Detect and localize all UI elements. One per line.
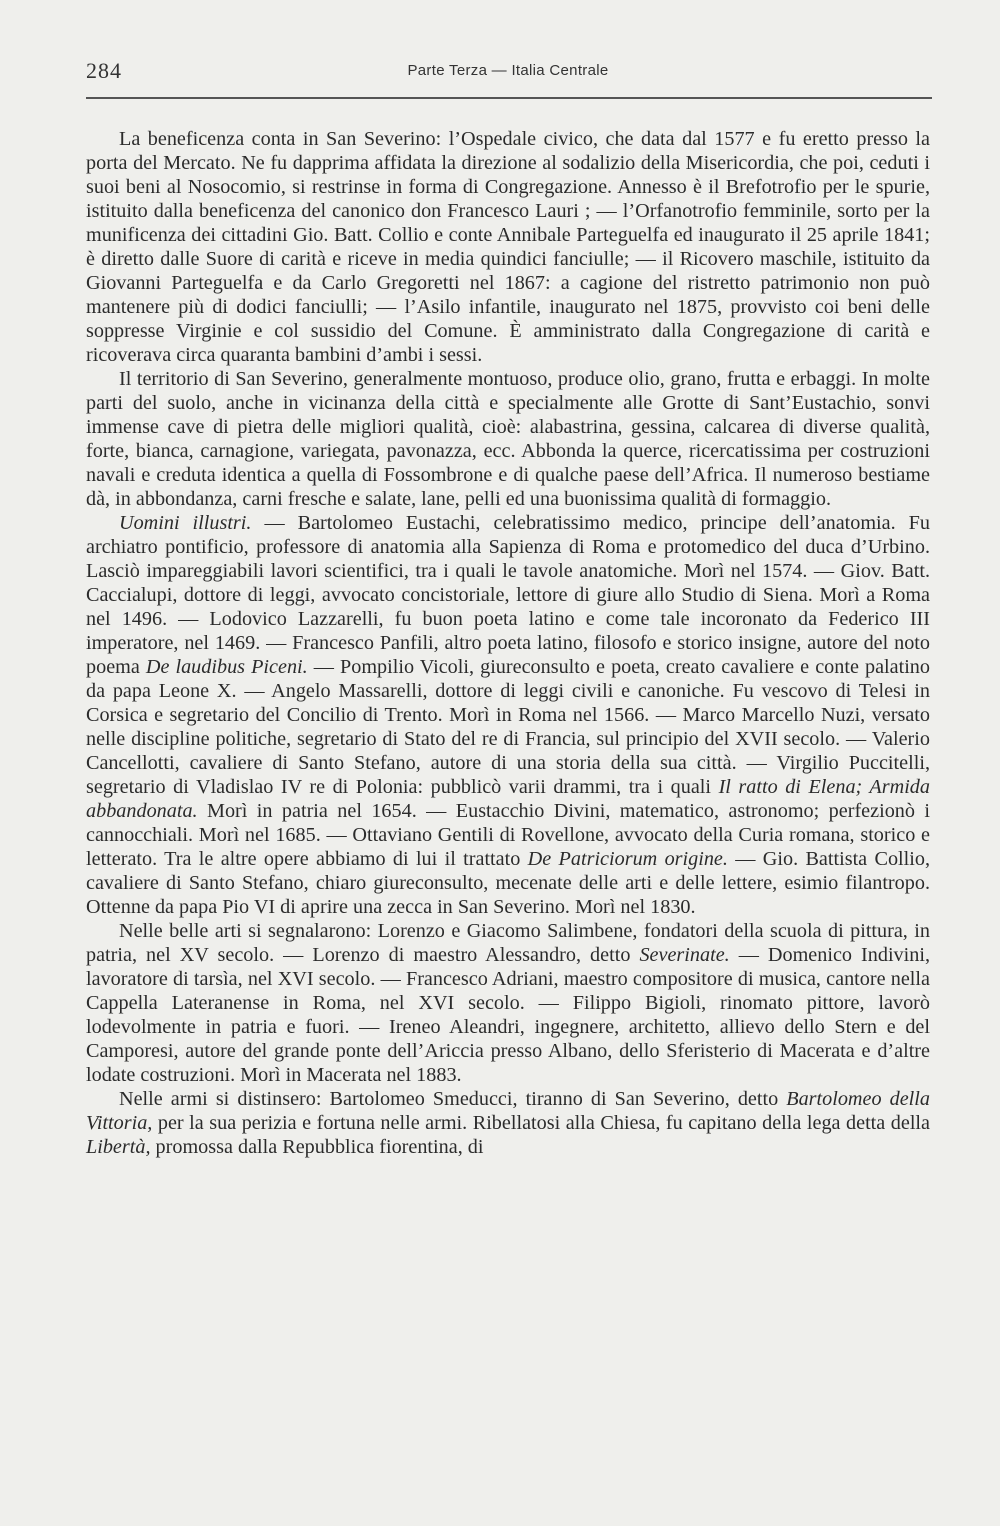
text-run: — Bartolomeo Eustachi, celebratissimo medico, principe dell’anatomia. Fu archiatro pontificio, professore di anatomia alla Sapienza di Roma e protomedico del duca d’Urbino. Lasciò impareggiabili lavori scientifici, tra i quali le tavole anatomiche. Morì nel 1574. — Giov. Batt. Caccialupi, dottore di leggi, avvocato concistoriale, lettore di giure allo Studio di Siena. Morì a Roma nel 1496. — Lodovico Lazzarelli, fu buon poeta latino e come tale incoronato da Federico III imperatore, nel 1469. — Francesco Panfili, altro poeta latino, filosofo e storico insigne, autore del noto poema bbox=[86, 512, 930, 678]
italic-text: Severinate. bbox=[639, 944, 730, 966]
paragraph bbox=[86, 367, 930, 511]
italic-text: De Patriciorum origine. bbox=[527, 848, 728, 870]
text-run: Morì in patria nel 1654. — Eustacchio Divini, matematico, astronomo; perfezionò i cannocchiali. Morì nel 1685. — Ottaviano Gentili di Rovellone, avvocato della Curia romana, storico e letterato. Tra le altre opere abbiamo di lui il trattato bbox=[86, 800, 930, 870]
paragraph bbox=[86, 511, 930, 919]
text-run: — Domenico Indivini, lavoratore di tarsìa, nel XVI secolo. — Francesco Adriani, maestro compositore di musica, cantore nella Cappella Lateranense in Roma, nel XVI secolo. — Filippo Bigioli, rinomato pittore, lavorò lodevolmente in patria e fuori. — Ireneo Aleandri, ingegnere, architetto, allievo dello Stern e del Camporesi, autore del grande ponte dell’Ariccia presso Albano, dello Sferisterio di Macerata e d’altre lodate costruzioni. Morì in Macerata nel 1883. bbox=[86, 944, 931, 1086]
text-run: — Pompilio Vicoli, giureconsulto e poeta, creato cavaliere e conte palatino da papa Leone X. — Angelo Massarelli, dottore di leggi civili e canoniche. Fu vescovo di Telesi in Corsica e segretario del Concilio di Trento. Morì in Roma nel 1566. — Marco Marcello Nuzi, versato nelle discipline politiche, segretario di Stato del re di Francia, sul principio del XVII secolo. — Valerio Cancellotti, cavaliere di Santo Stefano, autore di una storia della sua città. — Virgilio Puccitelli, segretario di Vladislao IV re di Polonia: pubblicò varii drammi, tra i quali bbox=[86, 656, 930, 798]
text-run: promossa dalla Repubblica fiorentina, di bbox=[150, 1136, 484, 1158]
italic-text: De laudibus Piceni. bbox=[145, 656, 308, 678]
italic-text: Il ratto di Elena; Armida abbandonata. bbox=[86, 776, 930, 822]
page-number: 284 bbox=[86, 58, 122, 83]
italic-text: Libertà, bbox=[86, 1136, 151, 1158]
italic-text: Bartolomeo della Vittoria, bbox=[86, 1088, 930, 1134]
text-run: — Gio. Battista Collio, cavaliere di Santo Stefano, chiaro giureconsulto, mecenate delle arti e delle lettere, esimio filantropo. Ottenne da papa Pio VI di aprire una zecca in San Severino. Morì nel 1830. bbox=[86, 848, 931, 918]
text-run: per la sua perizia e fortuna nelle armi. Ribellatosi alla Chiesa, fu capitano della lega detta della bbox=[152, 1112, 930, 1134]
text-run: Nelle armi si distinsero: Bartolomeo Smeducci, tiranno di San Severino, detto bbox=[119, 1088, 787, 1110]
paragraph bbox=[86, 919, 930, 1087]
italic-text: Uomini illustri. bbox=[119, 512, 252, 534]
text-run: Nelle belle arti si segnalarono: Lorenzo e Giacomo Salimbene, fondatori della scuola di pittura, in patria, nel XV secolo. — Lorenzo di maestro Alessandro, detto bbox=[86, 920, 930, 966]
paragraph bbox=[86, 1087, 930, 1159]
body-text bbox=[86, 127, 930, 1159]
page-header bbox=[86, 56, 930, 90]
text-run: La beneficenza conta in San Severino: l’Ospedale civico, che data dal 1577 e fu eretto presso la porta del Mercato. Ne fu dapprima affidata la direzione al sodalizio della Misericordia, che poi, ceduti i suoi beni al Nosocomio, si restrinse in forma di Congregazione. Annesso è il Brefotrofio per le spurie, istituito dalla beneficenza del canonico don Francesco Lauri ; — l’Orfanotrofio femminile, sorto per la munificenza dei cittadini Gio. Batt. Collio e conte Annibale Parteguelfa ed inaugurato il 25 aprile 1841; è diretto dalle Suore di carità e riceve in media quindici fanciulle; — il Ricovero maschile, istituito da Giovanni Parteguelfa e da Carlo Gregoretti nel 1867: a cagione del ristretto patrimonio non può mantenere più di dodici fanciulli; — l’Asilo infantile, inaugurato nel 1875, provvisto coi beni delle soppresse Virginie e col sussidio del Comune. È amministrato dalla Congregazione di carità e ricoverava circa quaranta bambini d’ambi i sessi. bbox=[86, 128, 930, 366]
running-head: Parte Terza — Italia Centrale bbox=[407, 62, 609, 79]
paragraph bbox=[86, 127, 930, 367]
text-run: Il territorio di San Severino, generalmente montuoso, produce olio, grano, frutta e erbaggi. In molte parti del suolo, anche in vicinanza della città e specialmente alle Grotte di Sant’Eustachio, sonvi immense cave di pietra delle migliori qualità, cioè: alabastrina, gessina, calcarea di diverse qualità, forte, bianca, carnagione, variegata, pavonazza, ecc. Abbonda la querce, ricercatissima per costruzioni navali e creduta identica a quella di Fossombrone e di qualche paese dell’Africa. Il numeroso bestiame dà, in abbondanza, carni fresche e salate, lane, pelli ed una buonissima qualità di formaggio. bbox=[86, 368, 930, 510]
header-rule bbox=[86, 97, 932, 99]
